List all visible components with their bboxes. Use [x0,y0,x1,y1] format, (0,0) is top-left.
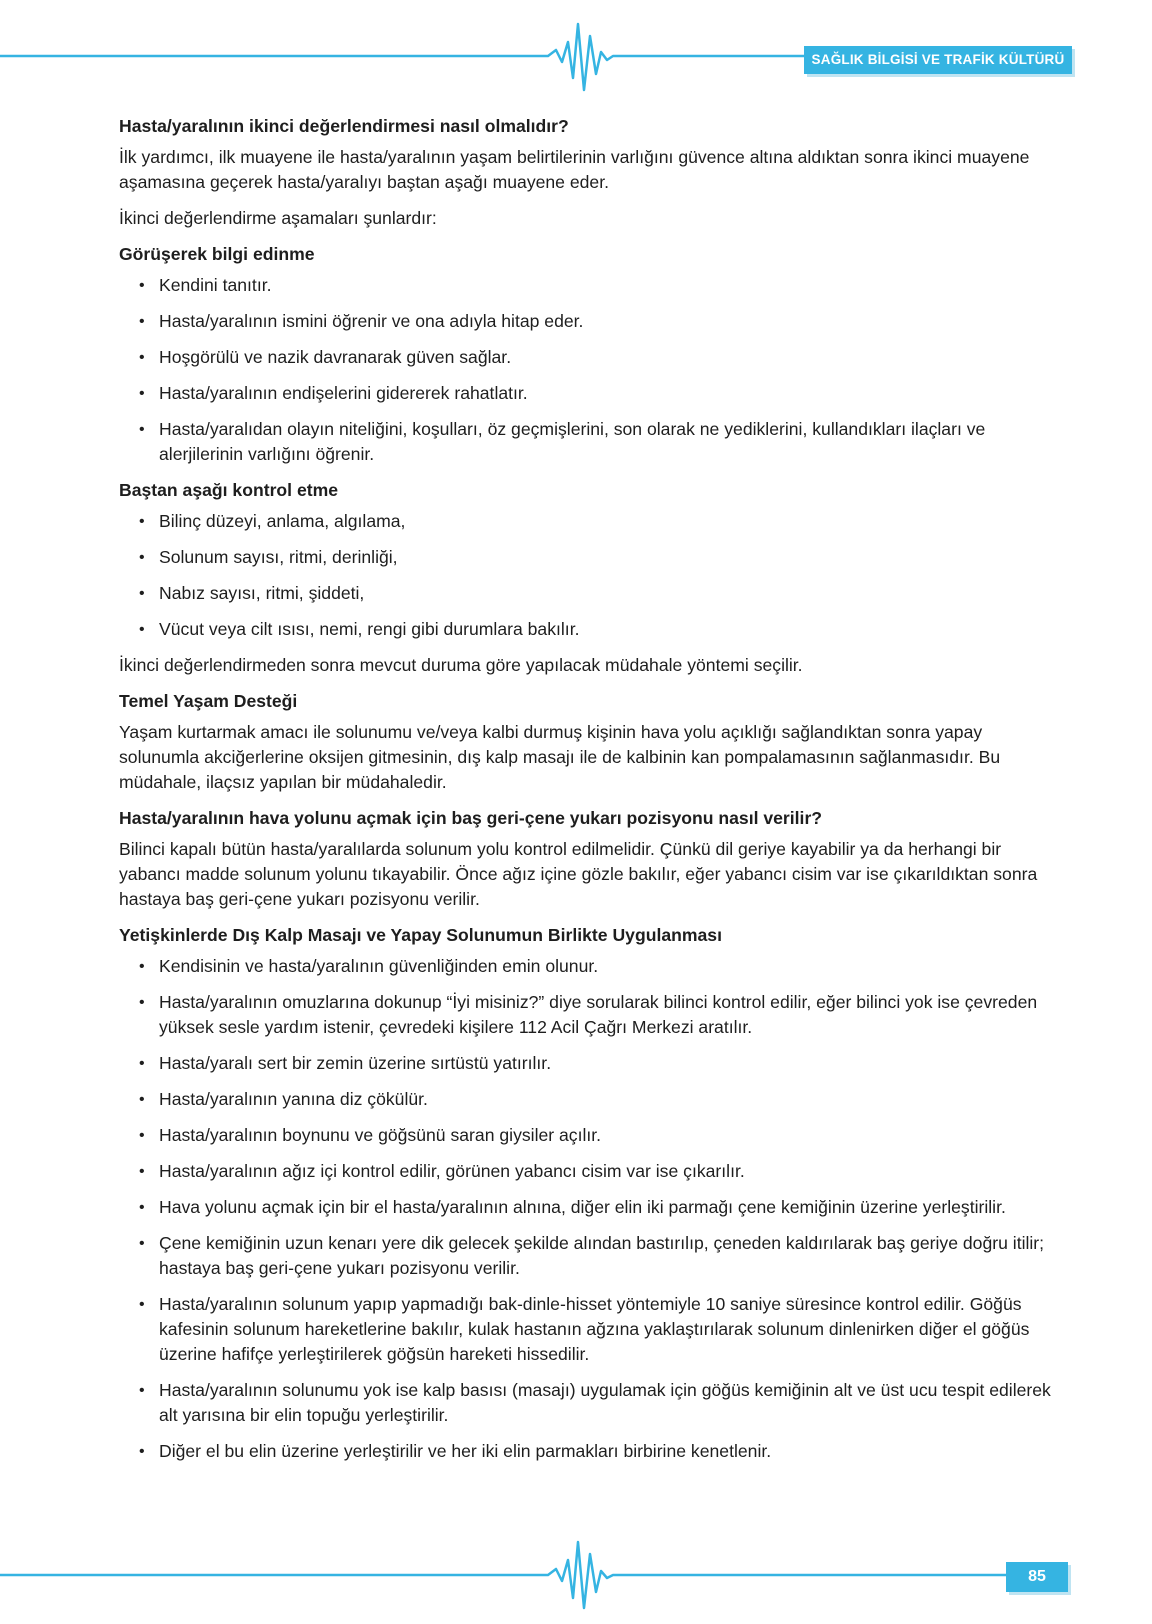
heading-basic-life-support: Temel Yaşam Desteği [119,691,298,711]
list-item: • Çene kemiğinin uzun kenarı yere dik gelecek şekilde alından bastırılıp, çeneden kaldırılarak baş geriye doğru itilir; hastaya baş geri-çene yukarı pozisyonu verilir. [119,1231,1067,1281]
list-item: • Hava yolunu açmak için bir el hasta/yaralının alnına, diğer elin iki parmağı çene kemiğinin üzerine yerleştirilir. [119,1195,1067,1220]
heading-second-assessment: Hasta/yaralının ikinci değerlendirmesi nasıl olmalıdır? [119,116,569,136]
list-head-to-toe [119,509,1067,642]
list-item: • Hasta/yaralı sert bir zemin üzerine sırtüstü yatırılır. [119,1051,1067,1076]
list-item: • Hasta/yaralının solunum yapıp yapmadığı bak-dinle-hisset yöntemiyle 10 saniye süresince kontrol edilir. Göğüs kafesinin solunum hareketlerine bakılır, kulak hastanın ağzına yaklaştırılarak solunum dinlenirken diğer el göğüs üzerine hafifçe yerleştirilerek göğsün hareketi hissedilir. [119,1292,1067,1367]
list-interview [119,273,1067,467]
page-number: 85 [1006,1562,1068,1592]
list-item: • Kendisinin ve hasta/yaralının güvenliğinden emin olunur. [119,954,1067,979]
list-item: • Hasta/yaralının ismini öğrenir ve ona adıyla hitap eder. [119,309,1067,334]
paragraph-airway: Bilinci kapalı bütün hasta/yaralılarda solunum yolu kontrol edilmelidir. Çünkü dil geriye kayabilir ya da herhangi bir yabancı madde solunum yolunu tıkayabilir. Önce ağız içine gözle bakılır, eğer yabancı cisim var ise çıkarıldıktan sonra hastaya baş geri-çene yukarı pozisyonu verilir. [119,839,1038,909]
paragraph-after-assessment: İkinci değerlendirmeden sonra mevcut duruma göre yapılacak müdahale yöntemi seçilir. [119,655,803,675]
heading-cpr: Yetişkinlerde Dış Kalp Masajı ve Yapay Solunumun Birlikte Uygulanması [119,925,722,945]
list-item: • Vücut veya cilt ısısı, nemi, rengi gibi durumlara bakılır. [119,617,1067,642]
list-item: • Hoşgörülü ve nazik davranarak güven sağlar. [119,345,1067,370]
list-item: • Nabız sayısı, ritmi, şiddeti, [119,581,1067,606]
section-title-badge: SAĞLIK BİLGİSİ VE TRAFİK KÜLTÜRÜ [804,46,1072,74]
paragraph-basic-life-support: Yaşam kurtarmak amacı ile solunumu ve/veya kalbi durmuş kişinin hava yolu açıklığı sağlandıktan sonra yapay solunumla akciğerlerine oksijen gitmesinin, dış kalp masajı ile de kalbinin kan pompalamasının sağlanmasıdır. Bu müdahale, ilaçsız yapılan bir müdahaledir. [119,722,1001,792]
paragraph-stages-intro: İkinci değerlendirme aşamaları şunlardır: [119,208,437,228]
list-item: • Diğer el bu elin üzerine yerleştirilir ve her iki elin parmakları birbirine kenetlenir. [119,1439,1067,1464]
list-item: • Hasta/yaralının yanına diz çökülür. [119,1087,1067,1112]
list-item: • Hasta/yaralıdan olayın niteliğini, koşulları, öz geçmişlerini, son olarak ne yediklerini, kullandıkları ilaçları ve alerjilerinin varlığını öğrenir. [119,417,1067,467]
list-item: • Kendini tanıtır. [119,273,1067,298]
list-item: • Hasta/yaralının solunumu yok ise kalp basısı (masajı) uygulamak için göğüs kemiğinin alt ve üst ucu tespit edilerek alt yarısına bir elin topuğu yerleştirilir. [119,1378,1067,1428]
heading-airway: Hasta/yaralının hava yolunu açmak için baş geri-çene yukarı pozisyonu nasıl verilir? [119,808,823,828]
list-item: • Bilinç düzeyi, anlama, algılama, [119,509,1067,534]
list-cpr [119,954,1067,1464]
list-item: • Hasta/yaralının ağız içi kontrol edilir, görünen yabancı cisim var ise çıkarılır. [119,1159,1067,1184]
heading-head-to-toe: Baştan aşağı kontrol etme [119,480,339,500]
list-item: • Hasta/yaralının boynunu ve göğsünü saran giysiler açılır. [119,1123,1067,1148]
heading-interview: Görüşerek bilgi edinme [119,244,315,264]
paragraph-second-assessment: İlk yardımcı, ilk muayene ile hasta/yaralının yaşam belirtilerinin varlığını güvence altına aldıktan sonra ikinci muayene aşamasına geçerek hasta/yaralıyı baştan aşağı muayene eder. [119,147,1030,192]
page-content [119,114,1067,1475]
list-item: • Hasta/yaralının endişelerini gidererek rahatlatır. [119,381,1067,406]
list-item: • Hasta/yaralının omuzlarına dokunup “İyi misiniz?” diye sorularak bilinci kontrol edilir, eğer bilinci yok ise çevreden yüksek sesle yardım istenir, çevredeki kişilere 112 Acil Çağrı Merkezi aratılır. [119,990,1067,1040]
list-item: • Solunum sayısı, ritmi, derinliği, [119,545,1067,570]
footer-heartbeat-line [0,1540,1152,1610]
